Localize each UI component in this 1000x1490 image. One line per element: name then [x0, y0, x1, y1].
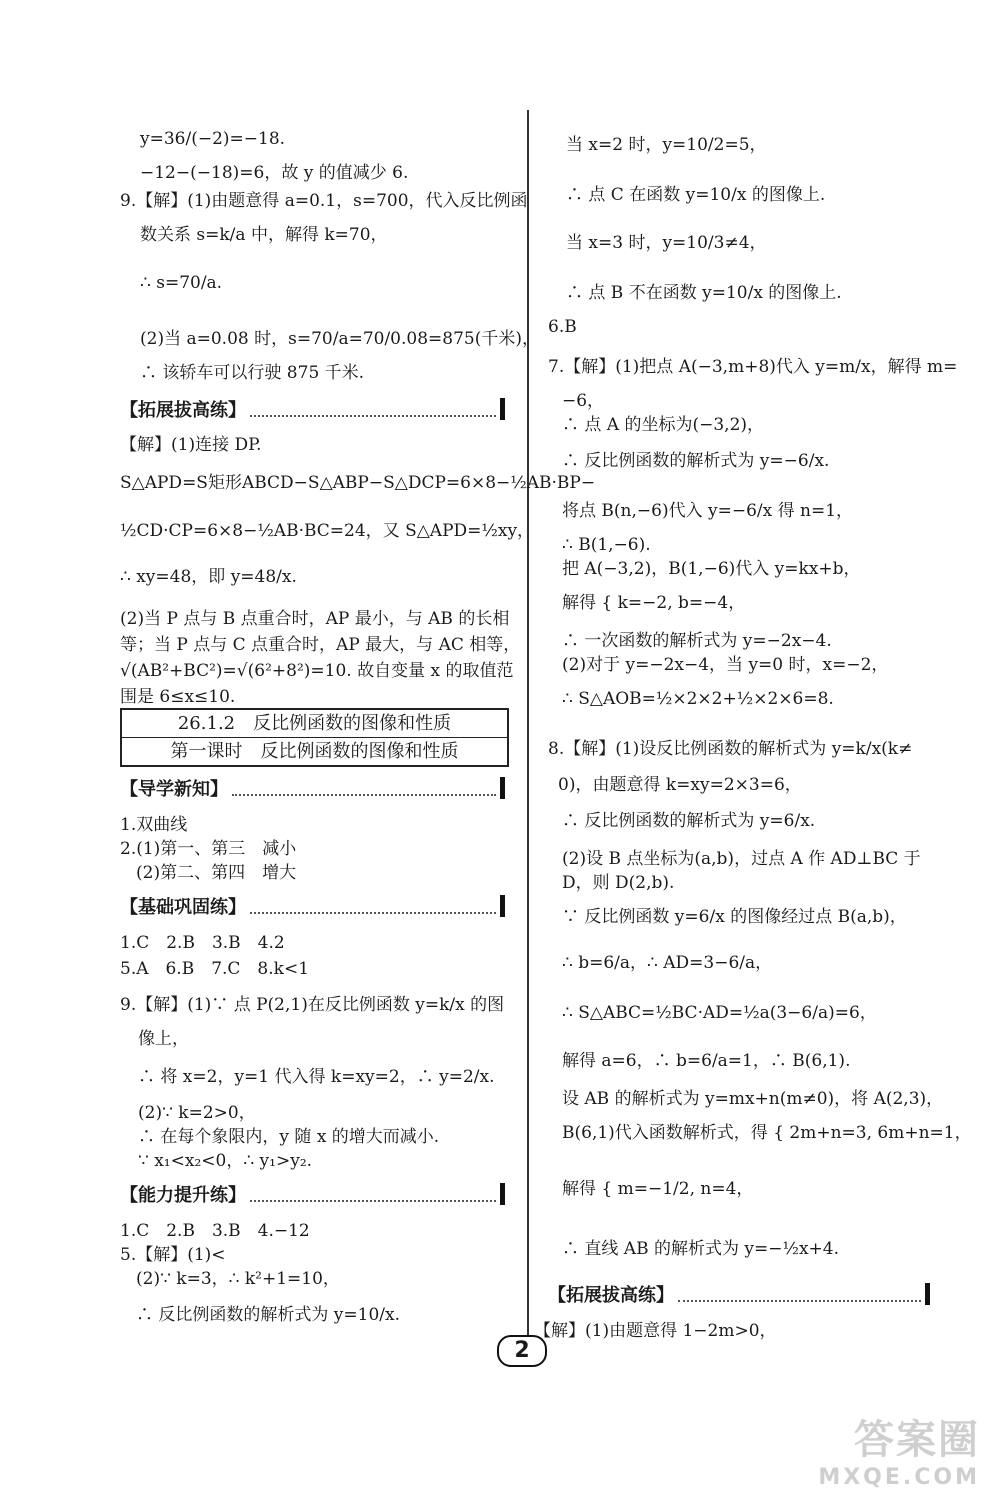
text-line: 解得 a=6，∴ b=6/a=1，∴ B(6,1). [562, 1051, 851, 1071]
text-line: 当 x=2 时，y=10/2=5， [566, 135, 767, 155]
text-line: 将点 B(n,−6)代入 y=−6/x 得 n=1， [562, 501, 854, 521]
text-line: 围是 6≤x≤10. [120, 687, 236, 707]
text-line: 【解】(1)连接 DP. [120, 435, 262, 455]
text-line: ∴ 反比例函数的解析式为 y=6/x. [562, 811, 816, 831]
text-line: 6.B [548, 317, 577, 337]
text-line: ∵ 反比例函数 y=6/x 的图像经过点 B(a,b)， [562, 907, 907, 927]
text-line: 9.【解】(1)由题意得 a=0.1，s=700，代入反比例函 [120, 191, 528, 211]
text-line: (2)当 a=0.08 时，s=70/a=70/0.08=875(千米)， [140, 329, 539, 349]
text-line: 解得 { k=−2, b=−4， [562, 593, 746, 613]
text-line: 2.(1)第一、第三 减小 [120, 839, 297, 859]
text-line: 8.【解】(1)设反比例函数的解析式为 y=k/x(k≠ [548, 739, 913, 759]
text-line: ∴ 点 B 不在函数 y=10/x 的图像上. [566, 283, 842, 303]
text-line: B(6,1)代入函数解析式，得 { 2m+n=3, 6m+n=1， [562, 1123, 972, 1143]
text-line: ∴ 反比例函数的解析式为 y=10/x. [136, 1305, 401, 1325]
section-heading-ability: 【能力提升练】 [120, 1180, 505, 1208]
page-number: 2 [497, 1335, 547, 1367]
text-line: 5.【解】(1)< [120, 1245, 226, 1265]
text-line: ½CD·CP=6×8−½AB·BC=24，又 S△APD=½xy， [120, 521, 535, 541]
text-line: ∴ s=70/a. [140, 273, 223, 293]
text-line: ∴ 点 A 的坐标为(−3,2)， [562, 415, 765, 435]
text-line: ∴ 直线 AB 的解析式为 y=−½x+4. [562, 1239, 840, 1259]
text-line: 当 x=3 时，y=10/3≠4， [566, 233, 767, 253]
column-divider [527, 110, 529, 1335]
watermark [818, 1408, 980, 1490]
text-line: 0)，由题意得 k=xy=2×3=6， [558, 775, 802, 795]
text-line: 1.双曲线 [120, 815, 188, 835]
text-line: −12−(−18)=6，故 y 的值减少 6. [140, 163, 409, 183]
text-line: S△APD=S矩形ABCD−S△ABP−S△DCP=6×8−½AB·BP− [120, 473, 596, 493]
text-line: (2)第二、第四 增大 [136, 863, 297, 883]
text-line: ∴ 将 x=2，y=1 代入得 k=xy=2，∴ y=2/x. [138, 1067, 495, 1087]
text-line: 把 A(−3,2)，B(1,−6)代入 y=kx+b， [562, 559, 861, 579]
watermark-main: 答案圈 [854, 1417, 980, 1463]
text-line: (2)设 B 点坐标为(a,b)，过点 A 作 AD⊥BC 于 [562, 849, 921, 869]
text-line: 设 AB 的解析式为 y=mx+n(m≠0)，将 A(2,3)， [562, 1089, 944, 1109]
text-line: 7.【解】(1)把点 A(−3,m+8)代入 y=m/x，解得 m= [548, 357, 958, 377]
text-line: 【解】(1)由题意得 1−2m>0， [534, 1321, 777, 1341]
text-line: ∴ b=6/a，∴ AD=3−6/a， [562, 953, 773, 973]
text-line: ∴ 一次函数的解析式为 y=−2x−4. [562, 631, 832, 651]
text-line: ∴ 反比例函数的解析式为 y=−6/x. [562, 451, 830, 471]
text-line: ∴ 该轿车可以行驶 875 千米. [140, 363, 365, 383]
text-line: 解得 { m=−1/2, n=4， [562, 1179, 754, 1199]
text-line: 1.C 2.B 3.B 4.−12 [120, 1221, 310, 1241]
text-line: ∴ xy=48，即 y=48/x. [120, 567, 297, 587]
section-title: 26.1.2 反比例函数的图像和性质 [177, 713, 452, 734]
text-line: 9.【解】(1)∵ 点 P(2,1)在反比例函数 y=k/x 的图 [120, 995, 505, 1015]
section-title-box [120, 708, 509, 767]
text-line: 等；当 P 点与 C 点重合时，AP 最大，与 AC 相等， [120, 635, 521, 655]
text-line: 1.C 2.B 3.B 4.2 [120, 933, 285, 953]
text-line: 像上， [138, 1029, 189, 1049]
text-line: ∴ S△AOB=½×2×2+½×2×6=8. [562, 689, 834, 709]
text-line: 数关系 s=k/a 中，解得 k=70， [140, 225, 388, 245]
text-line: ∴ S△ABC=½BC·AD=½a(3−6/a)=6， [562, 1003, 877, 1023]
text-line: ∵ x₁<x₂<0，∴ y₁>y₂. [138, 1151, 313, 1171]
text-line: (2)∵ k=3，∴ k²+1=10， [136, 1269, 340, 1289]
text-line: (2)当 P 点与 B 点重合时，AP 最小，与 AB 的长相 [120, 609, 510, 629]
watermark-site: MXQE.COM [818, 1465, 980, 1490]
text-line: √(AB²+BC²)=√(6²+8²)=10. 故自变量 x 的取值范 [120, 661, 514, 681]
section-heading-extend: 【拓展拔高练】 [548, 1280, 930, 1308]
text-line: ∴ 点 C 在函数 y=10/x 的图像上. [566, 185, 826, 205]
text-line: y=36/(−2)=−18. [140, 129, 286, 149]
section-heading-basic: 【基础巩固练】 [120, 892, 505, 920]
lesson-title: 第一课时 反比例函数的图像和性质 [122, 737, 507, 765]
text-line: ∴ 在每个象限内，y 随 x 的增大而减小. [138, 1127, 440, 1147]
text-line: 5.A 6.B 7.C 8.k<1 [120, 959, 310, 979]
text-line: D，则 D(2,b). [562, 873, 675, 893]
text-line: ∴ B(1,−6). [562, 535, 651, 555]
text-line: −6， [562, 391, 605, 411]
section-heading-extend: 【拓展拔高练】 [120, 395, 505, 423]
text-line: (2)对于 y=−2x−4，当 y=0 时，x=−2， [562, 655, 889, 675]
text-line: (2)∵ k=2>0， [138, 1103, 256, 1123]
section-heading-guide: 【导学新知】 [120, 774, 505, 802]
